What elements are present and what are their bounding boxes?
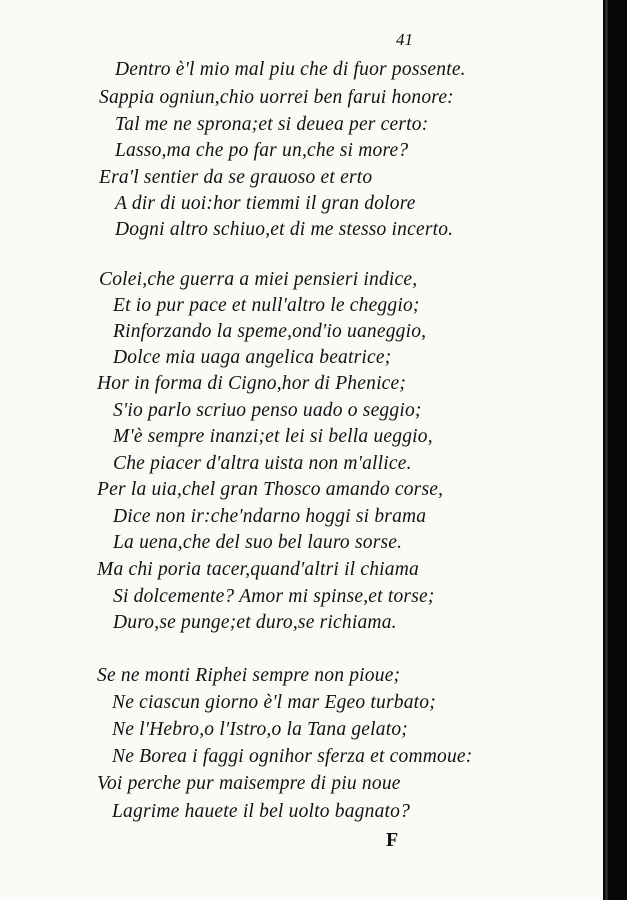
page-number: 41 <box>396 30 413 49</box>
poem-line: Lasso,ma che po far un,che si more? <box>115 140 409 161</box>
poem-line: Per la uia,chel gran Thosco amando corse, <box>97 479 444 500</box>
poem-line: Voi perche pur maisempre di piu noue <box>97 773 401 794</box>
poem-line: Si dolcemente? Amor mi spinse,et torse; <box>113 586 435 607</box>
poem-line: Dolce mia uaga angelica beatrice; <box>113 347 392 368</box>
signature-mark: F <box>386 829 399 851</box>
poem-line: Tal me ne sprona;et si deuea per certo: <box>115 114 429 135</box>
poem-line: Era'l sentier da se grauoso et erto <box>99 167 373 188</box>
book-spine-edge <box>603 0 627 900</box>
poem-line: Ne Borea i faggi ognihor sferza et commoue: <box>112 746 473 767</box>
poem-line: Ne ciascun giorno è'l mar Egeo turbato; <box>112 692 436 713</box>
poem-line: Colei,che guerra a miei pensieri indice, <box>99 269 418 290</box>
poem-line: A dir di uoi:hor tiemmi il gran dolore <box>115 193 416 214</box>
poem-line: Et io pur pace et null'altro le cheggio; <box>113 295 420 316</box>
poem-line: Lagrime hauete il bel uolto bagnato? <box>112 801 411 822</box>
poem-line: Hor in forma di Cigno,hor di Phenice; <box>97 373 407 394</box>
poem-line: Dogni altro schiuo,et di me stesso incerto. <box>115 219 454 240</box>
poem-line: S'io parlo scriuo penso uado o seggio; <box>113 400 422 421</box>
poem-line: Dentro è'l mio mal piu che di fuor possente. <box>115 59 466 80</box>
poem-line: Che piacer d'altra uista non m'allice. <box>113 453 412 474</box>
poem-line: Ma chi poria tacer,quand'altri il chiama <box>97 559 419 580</box>
poem-line: M'è sempre inanzi;et lei si bella ueggio, <box>113 426 433 447</box>
poem-line: Rinforzando la speme,ond'io uaneggio, <box>113 321 427 342</box>
poem-line: Dice non ir:che'ndarno hoggi si brama <box>113 506 427 527</box>
poem-line: La uena,che del suo bel lauro sorse. <box>113 532 403 553</box>
poem-line: Ne l'Hebro,o l'Istro,o la Tana gelato; <box>112 719 408 740</box>
poem-line: Duro,se punge;et duro,se richiama. <box>113 612 397 633</box>
poem-line: Se ne monti Riphei sempre non pioue; <box>97 665 401 686</box>
poem-line: Sappia ogniun,chio uorrei ben farui honore: <box>99 87 454 108</box>
